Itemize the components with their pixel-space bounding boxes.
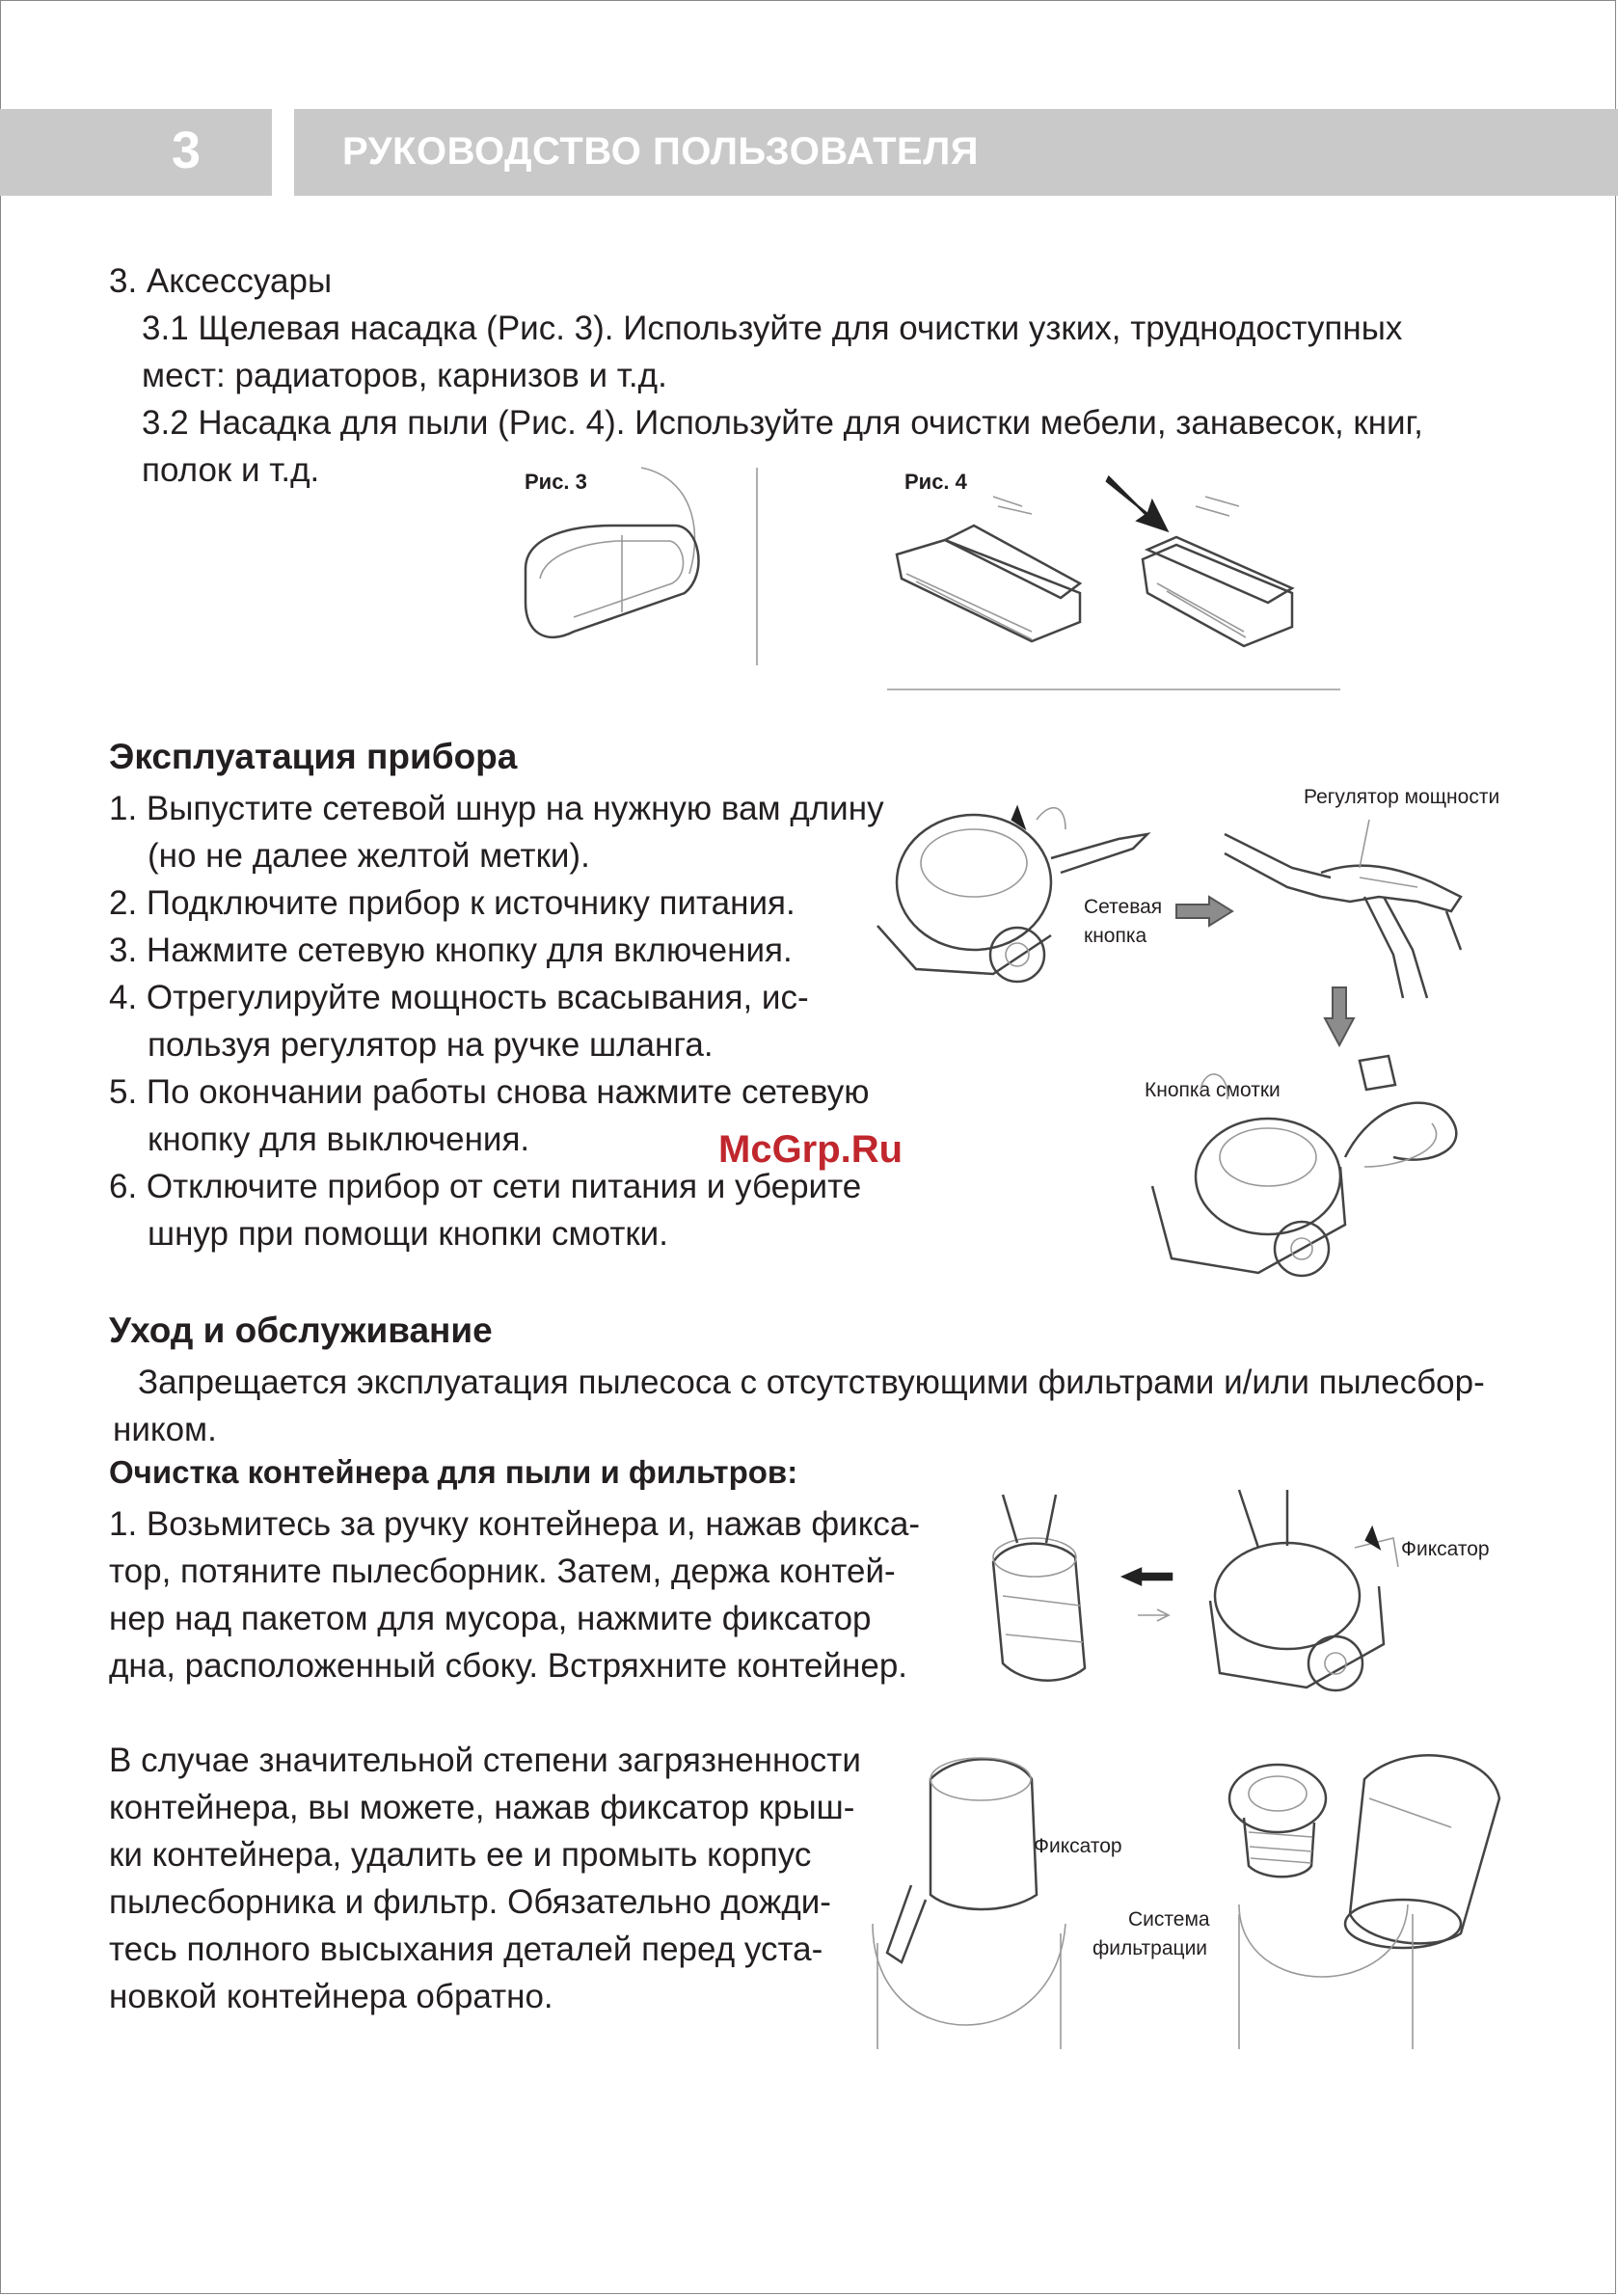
filter-cleaning-illustration (863, 1741, 1499, 2049)
care-para-line-2: контейнера, вы можете, нажав фиксатор крыш- (109, 1789, 855, 1826)
care-heading: Уход и обслуживание (109, 1310, 493, 1350)
operation-heading: Эксплуатация прибора (109, 737, 518, 776)
dust-brush-illustration (887, 468, 1340, 689)
care-para-line-1: В случае значительной степени загрязненности (109, 1742, 861, 1779)
operation-line-8: кнопку для выключения. (148, 1121, 530, 1158)
step1-line-2: тор, потяните пылесборник. Затем, держа контей- (109, 1553, 896, 1590)
filter-label-2: фильтрации (1092, 1937, 1208, 1959)
care-para-line-3: ки контейнера, удалить ее и промыть корпус (109, 1836, 812, 1874)
step1-line-1: 1. Возьмитесь за ручку контейнера и, нажав фикса- (109, 1505, 921, 1543)
care-warning-line-2: ником. (113, 1411, 217, 1448)
fig4-caption: Рис. 4 (904, 470, 967, 494)
vacuum-power-button-illustration (858, 791, 1167, 993)
page-number: 3 (172, 122, 202, 179)
page-number-box (0, 109, 272, 196)
power-regulator-label: Регулятор мощности (1304, 786, 1500, 808)
accessories-line-3: 3.2 Насадка для пыли (Рис. 4). Используйте для очистки мебели, занавесок, книг, (142, 404, 1423, 442)
step1-line-4: дна, расположенный сбоку. Встряхните контейнер. (109, 1647, 908, 1685)
accessories-line-1: 3.1 Щелевая насадка (Рис. 3). Используйте для очистки узких, труднодоступных (142, 310, 1403, 347)
operation-line-1: 1. Выпустите сетевой шнур на нужную вам длину (109, 790, 884, 827)
power-button-label-2: кнопка (1084, 925, 1147, 947)
power-button-label-1: Сетевая (1084, 896, 1163, 918)
operation-line-2: (но не далее желтой метки). (148, 837, 590, 875)
watermark: McGrp.Ru (718, 1128, 903, 1171)
hose-handle-illustration (1225, 791, 1485, 1003)
accessories-line-2: мест: радиаторов, карнизов и т.д. (142, 357, 667, 394)
operation-line-7: 5. По окончании работы снова нажмите сетевую (109, 1073, 870, 1111)
latch-label-1: Фиксатор (1401, 1538, 1490, 1560)
operation-line-10: шнур при помощи кнопки смотки. (148, 1215, 668, 1253)
operation-line-4: 3. Нажмите сетевую кнопку для включения. (109, 932, 793, 969)
care-para-line-5: тесь полного высыхания деталей перед уста- (109, 1931, 823, 1968)
operation-line-5: 4. Отрегулируйте мощность всасывания, ис- (109, 979, 809, 1016)
vacuum-cord-rewind-illustration (1143, 1041, 1480, 1302)
cleaning-subheading: Очистка контейнера для пыли и фильтров: (109, 1454, 798, 1490)
care-warning-line-1: Запрещается эксплуатация пылесоса с отсутствующими фильтрами и/или пылесбор- (138, 1364, 1485, 1401)
container-removal-illustration (969, 1480, 1422, 1712)
rewind-button-label: Кнопка смотки (1145, 1079, 1281, 1101)
care-para-line-6: новкой контейнера обратно. (109, 1978, 553, 2015)
crevice-nozzle-illustration (497, 468, 767, 665)
accessories-line-4: полок и т.д. (142, 451, 320, 489)
arrow-down-icon (1323, 986, 1356, 1047)
operation-line-3: 2. Подключите прибор к источнику питания. (109, 884, 796, 922)
header-bar (294, 109, 1618, 196)
care-para-line-4: пылесборника и фильтр. Обязательно дожди- (109, 1883, 831, 1921)
operation-line-9: 6. Отключите прибор от сети питания и уберите (109, 1168, 862, 1205)
filter-label-1: Система (1128, 1908, 1210, 1931)
step1-line-3: нер над пакетом для мусора, нажмите фиксатор (109, 1600, 872, 1637)
header-title: РУКОВОДСТВО ПОЛЬЗОВАТЕЛЯ (342, 130, 980, 173)
latch-label-2: Фиксатор (1034, 1835, 1122, 1857)
operation-line-6: пользуя регулятор на ручке шланга. (148, 1026, 714, 1064)
accessories-heading: 3. Аксессуары (109, 262, 333, 300)
fig3-caption: Рис. 3 (525, 470, 587, 494)
